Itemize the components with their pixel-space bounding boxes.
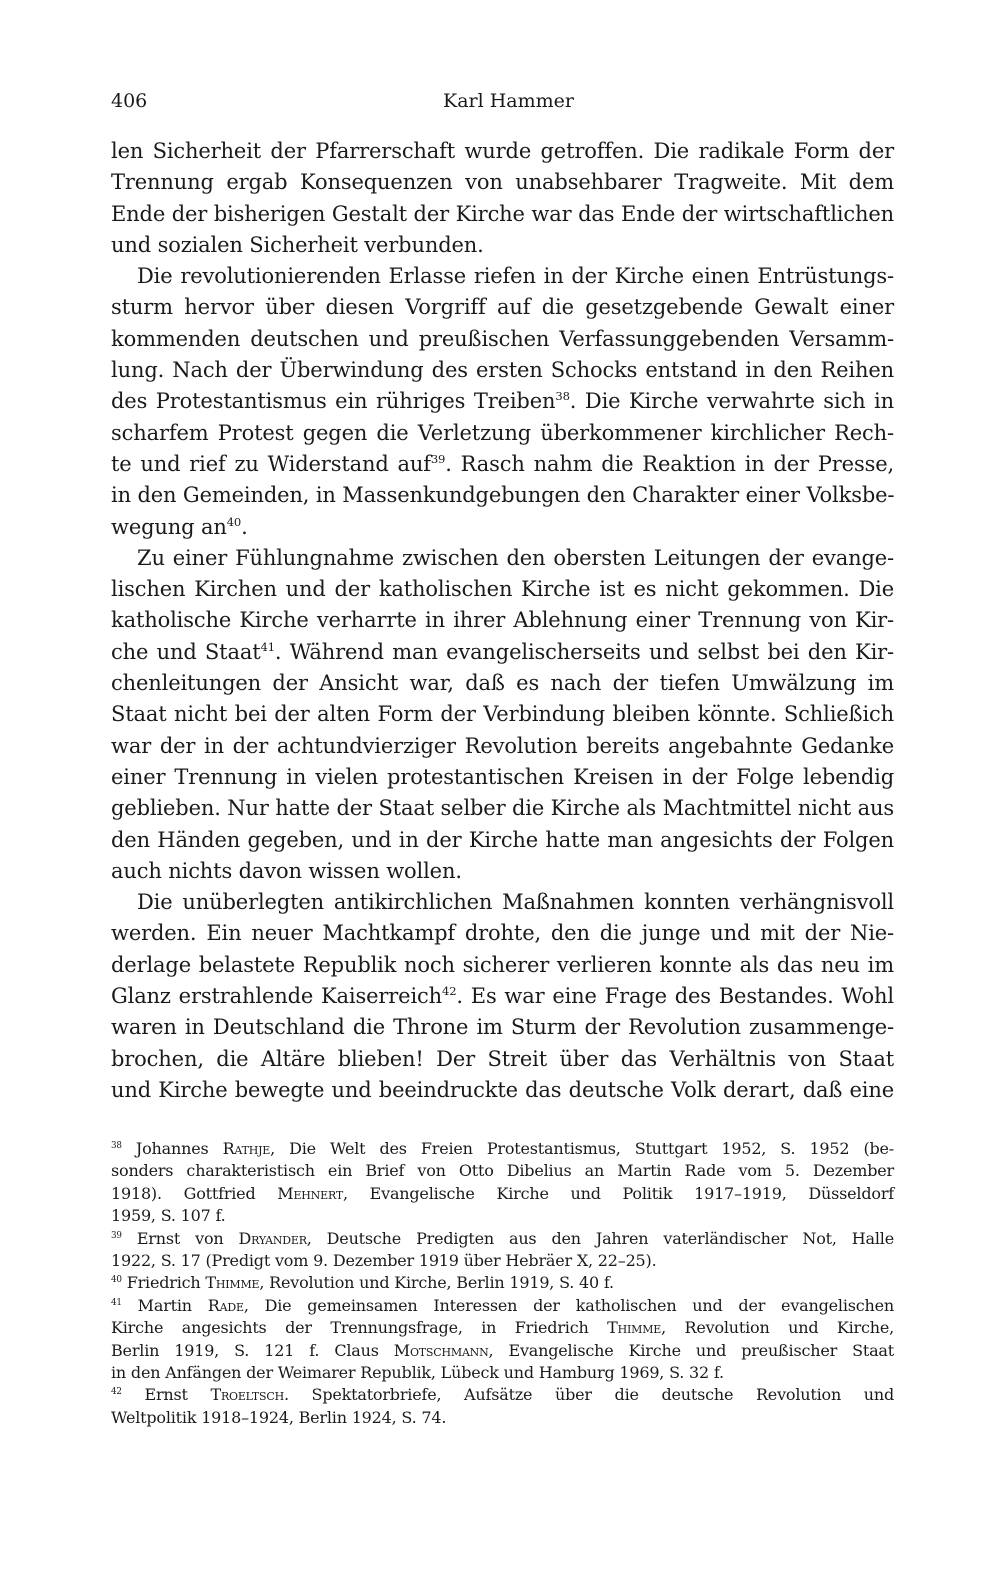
footnote-line bbox=[111, 1138, 894, 1160]
footnote-text: , Die gemeinsamen Interessen der katholischen und der evangelischen bbox=[243, 1295, 894, 1315]
text-line: scharfem Protest gegen die Verletzung überkommener kirchlicher Rech- bbox=[111, 420, 894, 445]
running-title: Karl Hammer bbox=[443, 90, 574, 112]
text-line: auch nichts davon wissen wollen. bbox=[111, 858, 462, 883]
note-ref[interactable]: 38 bbox=[555, 389, 570, 404]
footnotes bbox=[111, 1138, 894, 1429]
footnote-text: . Spektatorbriefe, Aufsätze über die deutsche Revolution und bbox=[283, 1385, 894, 1405]
author-name: Motschmann bbox=[393, 1340, 489, 1360]
footnote-text: Ernst bbox=[144, 1385, 188, 1405]
footnote-text: , Revolution und Kirche, Berlin 1919, S. 40 f. bbox=[259, 1273, 614, 1293]
footnote-text: , Revolution und Kirche, bbox=[661, 1318, 895, 1338]
line-text: . Es war eine Frage des Bestandes. Wohl bbox=[456, 984, 894, 1009]
text-line: Staat nicht bei der alten Form der Verbindung bleiben könnte. Schließich bbox=[111, 702, 894, 727]
footnote-number: 42 bbox=[111, 1387, 122, 1398]
footnote-number: 41 bbox=[111, 1297, 122, 1308]
footnote-text: Martin bbox=[137, 1295, 192, 1315]
footnote-line bbox=[111, 1183, 894, 1205]
text-line: und Kirche bewegte und beeindruckte das deutsche Volk derart, daß eine bbox=[111, 1077, 894, 1102]
line-text: . Während man evangelischerseits und selbst bei den Kir- bbox=[274, 639, 894, 664]
author-name: Thimme bbox=[607, 1318, 662, 1338]
footnote-line bbox=[111, 1295, 894, 1317]
running-head bbox=[111, 86, 894, 116]
text-line: Die unüberlegten antikirchlichen Maßnahmen konnten verhängnisvoll bbox=[137, 890, 894, 915]
footnote-text: Berlin 1919, S. 121 f. Claus bbox=[111, 1340, 379, 1360]
line-text: che und Staat bbox=[111, 639, 261, 664]
text-line: Die revolutionierenden Erlasse riefen in der Kirche einen Entrüstungs- bbox=[137, 264, 894, 289]
note-ref[interactable]: 42 bbox=[442, 983, 457, 998]
author-name: Troeltsch bbox=[210, 1385, 284, 1405]
text-line: chenleitungen der Ansicht war, daß es nach der tiefen Umwälzung im bbox=[111, 671, 894, 696]
footnote-text: Johannes bbox=[135, 1139, 209, 1158]
author-name: Thimme bbox=[205, 1273, 260, 1293]
text-line: derlage belastete Republik noch sicherer verlieren konnte als das neu im bbox=[111, 952, 894, 977]
footnote-line bbox=[111, 1384, 894, 1406]
author-name: Rathje bbox=[222, 1139, 271, 1158]
line-text: . Die Kirche verwahrte sich in bbox=[569, 389, 894, 414]
footnote-line: 1922, S. 17 (Predigt vom 9. Dezember 1919 über Hebräer X, 22–25). bbox=[111, 1250, 657, 1270]
body-text bbox=[111, 136, 894, 1106]
note-ref[interactable]: 40 bbox=[226, 514, 242, 529]
line-text: Glanz erstrahlende Kaiserreich bbox=[111, 984, 443, 1009]
author-name: Rade bbox=[207, 1295, 244, 1315]
line-text: wegung an bbox=[111, 514, 227, 539]
text-line: lischen Kirchen und der katholischen Kirche ist es nicht gekommen. Die bbox=[111, 577, 894, 602]
page-number: 406 bbox=[111, 90, 148, 112]
line-text: te und rief zu Widerstand auf bbox=[111, 451, 431, 476]
text-line: len Sicherheit der Pfarrerschaft wurde getroffen. Die radikale Form der bbox=[111, 139, 894, 163]
footnote-line bbox=[111, 1228, 894, 1250]
note-ref[interactable]: 39 bbox=[430, 451, 446, 466]
text-line: Zu einer Fühlungnahme zwischen den obersten Leitungen der evange- bbox=[137, 545, 894, 570]
author-name: Dryander bbox=[238, 1228, 307, 1248]
text-line bbox=[111, 512, 894, 543]
text-line bbox=[111, 637, 894, 668]
footnote-line: Weltpolitik 1918–1924, Berlin 1924, S. 74. bbox=[111, 1407, 447, 1427]
footnote-number: 40 bbox=[111, 1275, 122, 1286]
line-text: des Protestantismus ein rühriges Treiben bbox=[111, 389, 556, 414]
text-line: sturm hervor über diesen Vorgriff auf die gesetzgebende Gewalt einer bbox=[111, 295, 894, 320]
note-ref[interactable]: 41 bbox=[260, 639, 275, 654]
text-line: werden. Ein neuer Machtkampf drohte, den die junge und mit der Nie- bbox=[111, 921, 894, 946]
text-line: Ende der bisherigen Gestalt der Kirche war das Ende der wirtschaftlichen bbox=[111, 201, 894, 226]
text-line: lung. Nach der Überwindung des ersten Schocks entstand in den Reihen bbox=[111, 358, 894, 383]
footnote-text: Kirche angesichts der Trennungsfrage, in Friedrich bbox=[111, 1318, 589, 1338]
line-text: . Rasch nahm die Reaktion in der Presse, bbox=[445, 451, 895, 476]
text-line: katholische Kirche verharrte in ihrer Ablehnung einer Trennung von Kir- bbox=[111, 608, 894, 633]
text-line: brochen, die Altäre blieben! Der Streit über das Verhältnis von Staat bbox=[111, 1046, 894, 1071]
footnote-line: 1959, S. 107 f. bbox=[111, 1206, 226, 1226]
line-text: . bbox=[241, 514, 248, 539]
footnote-text: Friedrich bbox=[126, 1273, 201, 1293]
footnote-text: Ernst von bbox=[136, 1228, 224, 1248]
text-line: in den Gemeinden, in Massenkundgebungen den Charakter einer Volksbe- bbox=[111, 483, 895, 508]
footnote-text: , Die Welt des Freien Protestantismus, Stuttgart 1952, S. 1952 (be- bbox=[270, 1139, 895, 1158]
footnote-line: in den Anfängen der Weimarer Republik, Lübeck und Hamburg 1969, S. 32 f. bbox=[111, 1362, 724, 1382]
text-line bbox=[111, 386, 894, 417]
text-line bbox=[111, 449, 894, 480]
footnote-number: 39 bbox=[111, 1230, 122, 1241]
text-line: war der in der achtundvierziger Revolution bereits angebahnte Gedanke bbox=[111, 733, 894, 758]
text-line bbox=[111, 981, 894, 1012]
footnote-line: sonders charakteristisch ein Brief von Otto Dibelius an Martin Rade vom 5. Dezember bbox=[111, 1161, 894, 1181]
text-line: und sozialen Sicherheit verbunden. bbox=[111, 232, 484, 257]
footnote-text: , Deutsche Predigten aus den Jahren vaterländischer Not, Halle bbox=[306, 1228, 894, 1248]
text-line: geblieben. Nur hatte der Staat selber die Kirche als Machtmittel nicht aus bbox=[111, 796, 894, 821]
footnote-text: , Evangelische Kirche und preußischer Staat bbox=[488, 1340, 894, 1360]
footnote-number: 38 bbox=[111, 1140, 122, 1151]
text-line: einer Trennung in vielen protestantischen Kreisen in der Folge lebendig bbox=[111, 764, 894, 789]
text-line: kommenden deutschen und preußischen Verfassunggebenden Versamm- bbox=[111, 326, 894, 351]
footnote-text: , Evangelische Kirche und Politik 1917–1919, Düsseldorf bbox=[342, 1183, 894, 1203]
footnote-line bbox=[111, 1317, 894, 1339]
footnote-line bbox=[111, 1272, 894, 1294]
footnote-line bbox=[111, 1340, 894, 1362]
author-name: Mehnert bbox=[277, 1183, 343, 1203]
text-line: Trennung ergab Konsequenzen von unabsehbarer Tragweite. Mit dem bbox=[111, 170, 894, 195]
text-line: waren in Deutschland die Throne im Sturm der Revolution zusammenge- bbox=[111, 1015, 894, 1040]
footnote-text: 1918). Gottfried bbox=[111, 1183, 256, 1203]
text-line: den Händen gegeben, und in der Kirche hatte man angesichts der Folgen bbox=[111, 827, 894, 852]
